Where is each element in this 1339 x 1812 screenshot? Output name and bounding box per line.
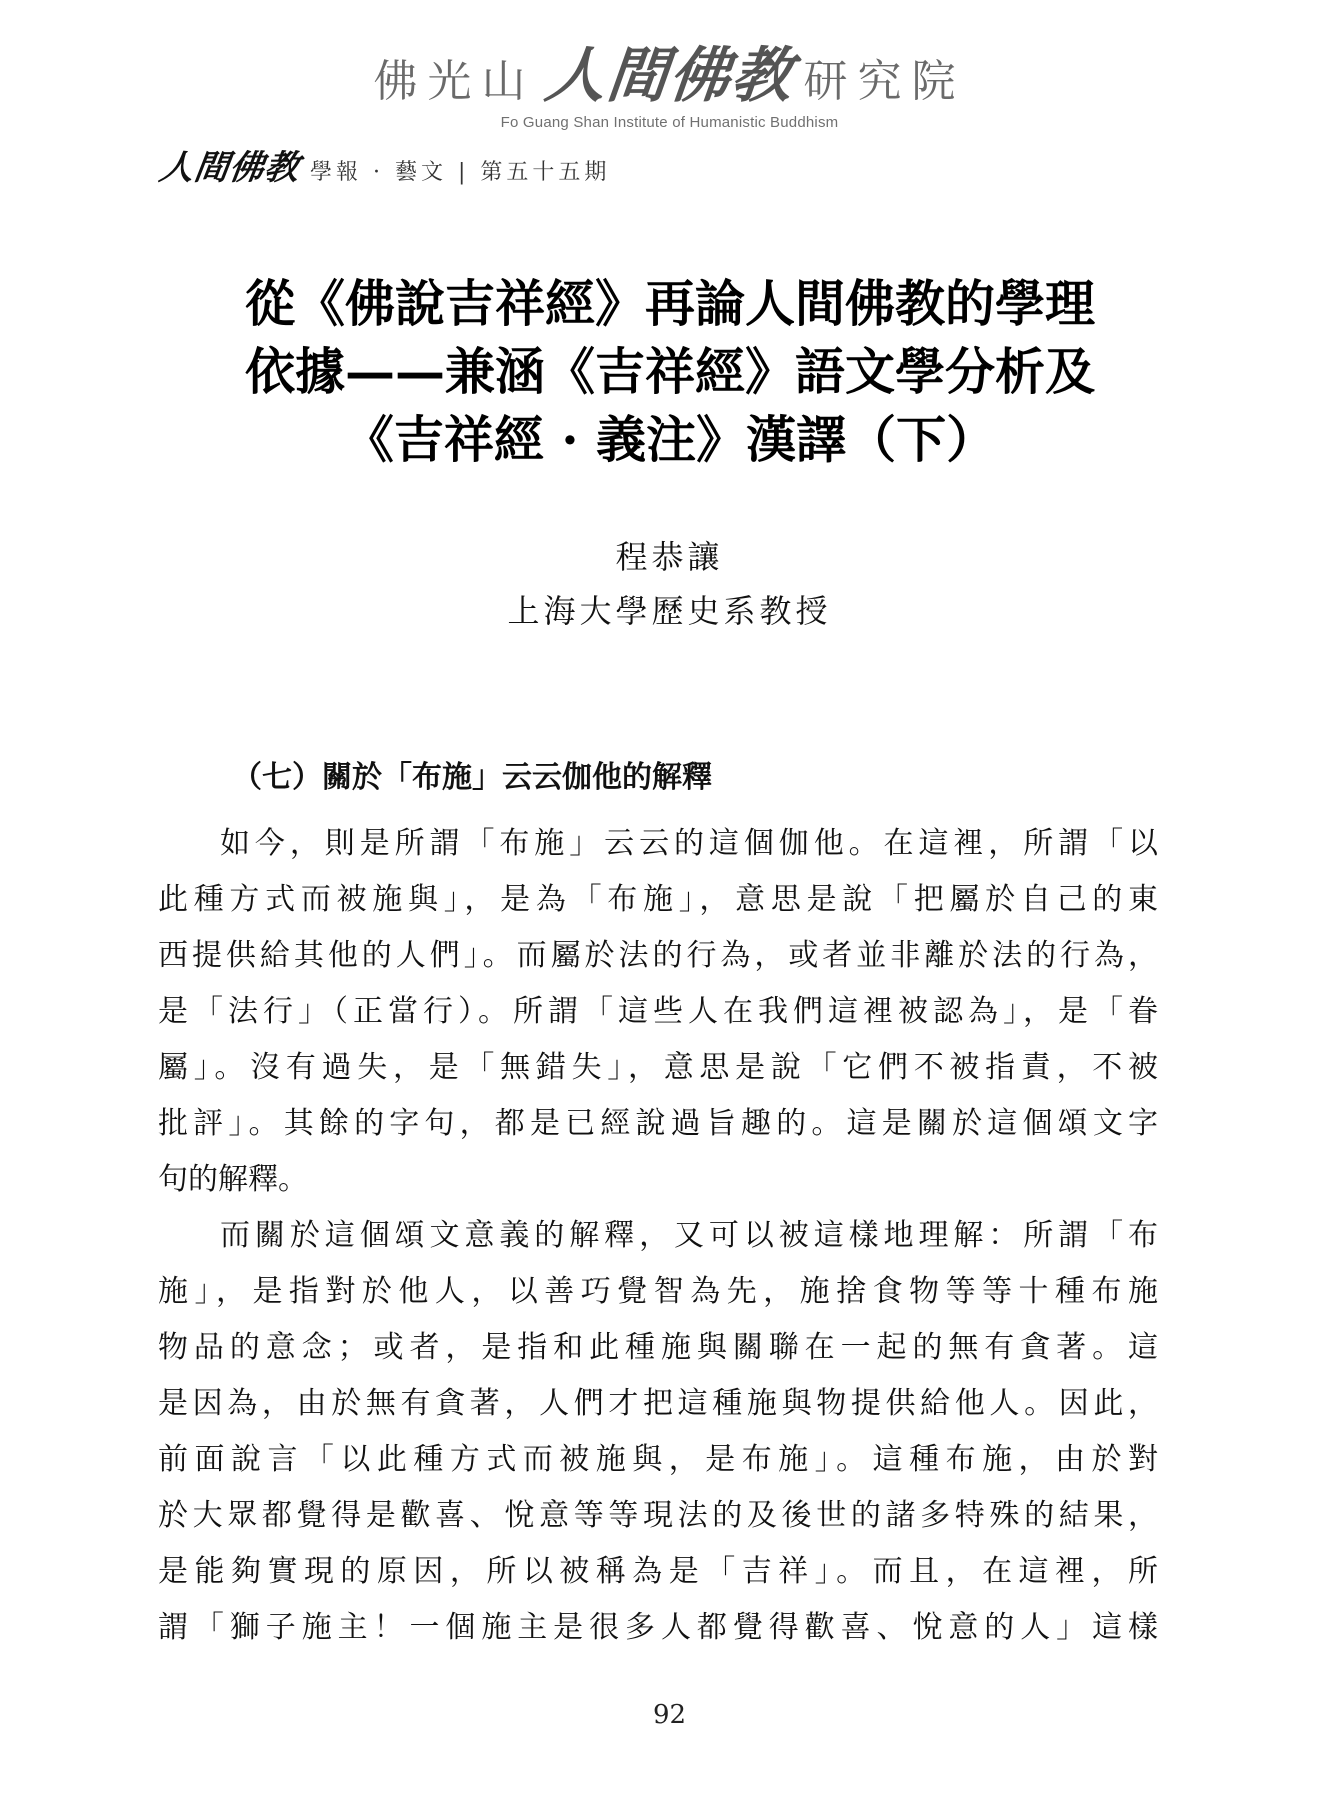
author-affiliation: 上海大學歷史系教授 bbox=[507, 592, 832, 630]
text-line: 施」，是指對於他人，以善巧覺智為先，施捨食物等等十種布施 bbox=[158, 1274, 1158, 1309]
section-heading: （七）關於「布施」云云伽他的解釋 bbox=[232, 760, 712, 795]
institute-name-brand: 人間佛教 bbox=[541, 41, 797, 111]
text-line: 如今，則是所謂「布施」云云的這個伽他。在這裡，所謂「以 bbox=[220, 826, 1158, 861]
text-line: 是因為，由於無有貪著，人們才把這種施與物提供給他人。因此， bbox=[158, 1386, 1158, 1421]
institute-name bbox=[374, 28, 966, 114]
page-number: 92 bbox=[652, 1700, 687, 1730]
text-line: 西提供給其他的人們」。而屬於法的行為，或者並非離於法的行為， bbox=[158, 938, 1158, 973]
journal-running-head bbox=[156, 140, 611, 189]
text-line: 句的解釋。 bbox=[158, 1162, 308, 1197]
text-line: 於大眾都覺得是歡喜、悅意等等現法的及後世的諸多特殊的結果， bbox=[158, 1498, 1158, 1533]
author-name: 程恭讓 bbox=[615, 538, 724, 576]
article-title-line: 從《佛說吉祥經》再論人間佛教的學理 bbox=[245, 274, 1095, 333]
institute-name-right: 研究院 bbox=[803, 56, 966, 107]
article-title-line: 依據——兼涵《吉祥經》語文學分析及 bbox=[245, 342, 1095, 401]
text-line: 物品的意念；或者，是指和此種施與關聯在一起的無有貪著。這 bbox=[158, 1330, 1158, 1365]
text-line: 而關於這個頌文意義的解釋，又可以被這樣地理解：所謂「布 bbox=[220, 1218, 1158, 1253]
paragraph bbox=[158, 816, 1158, 1208]
journal-brand: 人間佛教 bbox=[156, 148, 303, 188]
paragraph bbox=[158, 1208, 1158, 1656]
text-line: 是能夠實現的原因，所以被稱為是「吉祥」。而且，在這裡，所 bbox=[158, 1554, 1158, 1589]
body-text bbox=[158, 816, 1158, 1656]
article-title-line: 《吉祥經 · 義注》漢譯（下） bbox=[343, 410, 997, 469]
text-line: 謂「獅子施主！一個施主是很多人都覺得歡喜、悅意的人」這樣 bbox=[158, 1610, 1158, 1645]
text-line: 批評」。其餘的字句，都是已經說過旨趣的。這是關於這個頌文字 bbox=[158, 1106, 1158, 1141]
institute-header bbox=[0, 28, 1339, 131]
text-line: 是「法行」（正當行）。所謂「這些人在我們這裡被認為」，是「眷 bbox=[158, 994, 1158, 1029]
article-title bbox=[150, 270, 1190, 474]
journal-issue-info: 學報 · 藝文 | 第五十五期 bbox=[310, 160, 611, 185]
text-line: 此種方式而被施與」，是為「布施」，意思是說「把屬於自己的東 bbox=[158, 882, 1158, 917]
text-line: 前面說言「以此種方式而被施與，是布施」。這種布施，由於對 bbox=[158, 1442, 1158, 1477]
institute-name-left: 佛光山 bbox=[373, 56, 536, 107]
text-line: 屬」。沒有過失，是「無錯失」，意思是說「它們不被指責，不被 bbox=[158, 1050, 1158, 1085]
institute-name-english: Fo Guang Shan Institute of Humanistic Buddhism bbox=[500, 114, 839, 131]
author-block bbox=[0, 530, 1339, 638]
